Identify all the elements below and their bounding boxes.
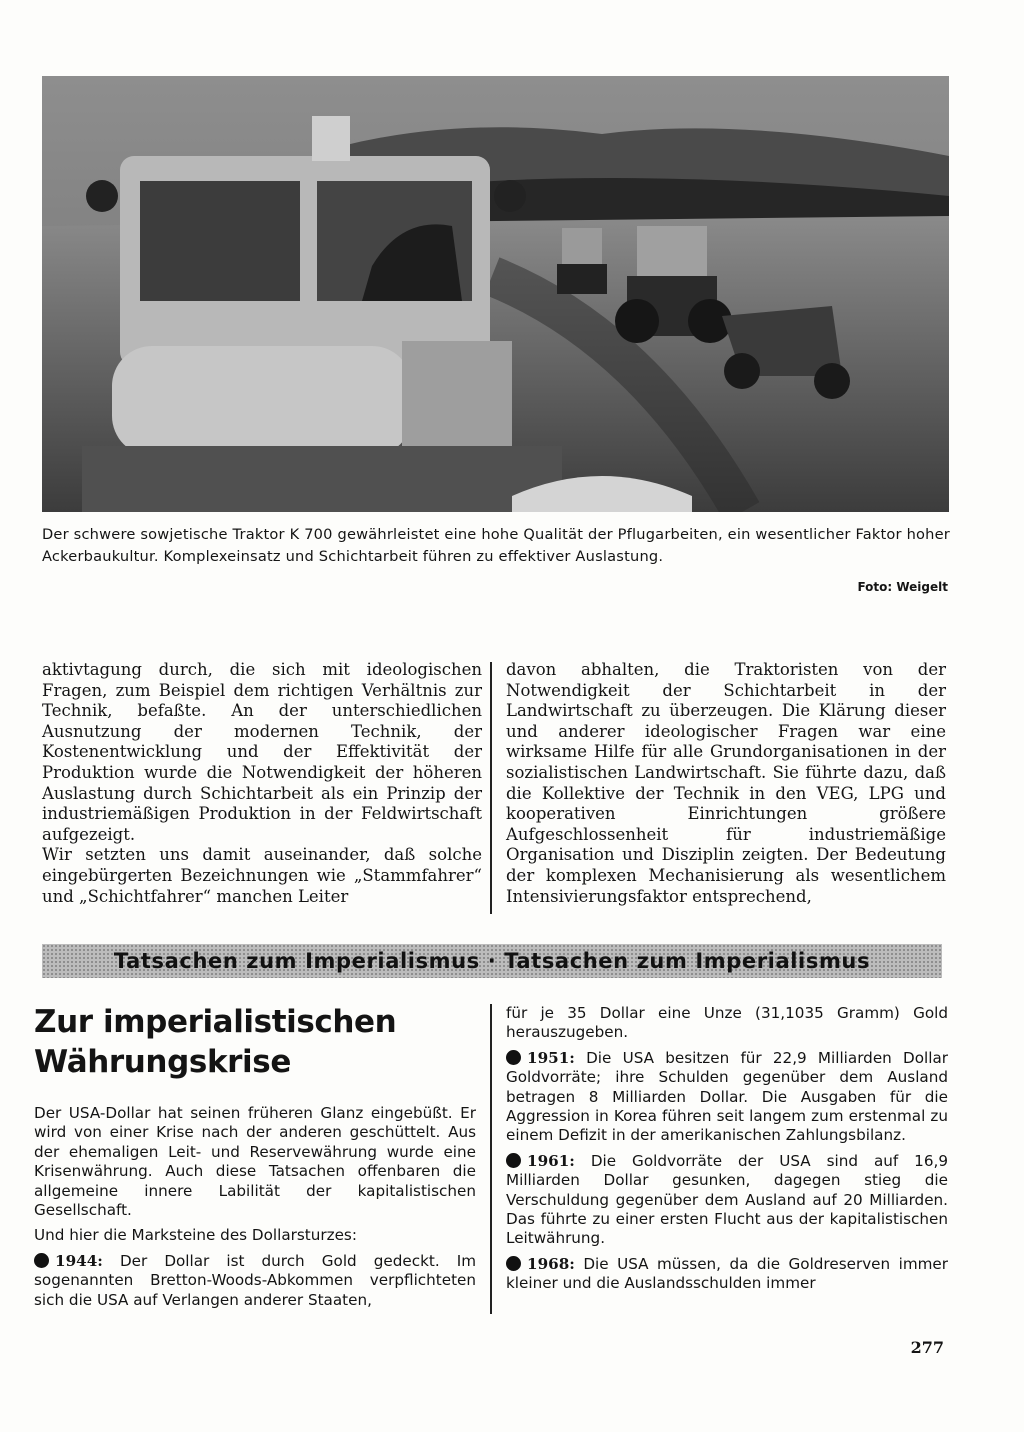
paragraph: davon abhalten, die Traktoristen von der Notwendigkeit der Schichtarbeit in der Landwirtschaft zu überzeugen. Die Klärung dieser und anderer ideologischer Fragen war eine wirksame Hilfe für alle Grundorganisationen in der sozialistischen Landwirtschaft. Sie führte dazu, daß die Kollektive der Technik in den VEG, LPG und kooperativen Einrichtungen größere Aufgeschlossenheit für industriemäßige Organisation und Disziplin zeigten. Der Bedeutung der komplexen Mechanisierung als wesentlichem Intensivierungsfaktor entsprechend, <box>506 660 946 906</box>
tractor-photo <box>42 76 949 512</box>
photo-credit: Foto: Weigelt <box>857 580 948 594</box>
tractor-photo-icon <box>42 76 949 512</box>
column-divider <box>490 662 492 914</box>
caption-text: Der schwere sowjetische Traktor K 700 gewährleistet eine hohe Qualität der Pflugarbeiten, ein wesentlicher Faktor hoher Ackerbaukultur. Komplexeinsatz und Schichtarbeit führen zu effektiver Auslastung. <box>42 526 950 565</box>
list-item <box>34 1252 476 1310</box>
bullet-icon <box>506 1256 521 1271</box>
article-column-left <box>34 1104 476 1316</box>
text-column-left <box>42 660 482 907</box>
article-intro: Der USA-Dollar hat seinen früheren Glanz eingebüßt. Er wird von einer Krise nach der anderen geschüttelt. Aus der ehemaligen Leit- und Reservewährung wurde eine Krisenwährung. Auch diese Tatsachen offenbaren die allgemeine innere Labilität der kapitalistischen Gesellschaft. <box>34 1104 476 1220</box>
article-headline: Zur imperialistischen Währungskrise <box>34 1004 397 1080</box>
item-text: Die USA besitzen für 22,9 Milliarden Dollar Goldvorräte; ihre Schulden gegenüber dem Ausland betragen 8 Milliarden Dollar. Die Ausgaben für die Aggression in Korea führen seit langem zum erstenmal zu einem Defizit in der amerikanischen Zahlungsbilanz. <box>506 1048 948 1145</box>
article-column-right <box>506 1004 948 1300</box>
page-number: 277 <box>910 1338 944 1357</box>
list-item <box>506 1255 948 1294</box>
item-year: 1961: <box>527 1151 575 1170</box>
bullet-icon <box>34 1253 49 1268</box>
article-lead: Und hier die Marksteine des Dollarsturzes: <box>34 1226 357 1245</box>
section-banner <box>42 944 942 978</box>
text-column-right <box>506 660 946 907</box>
item-text: für je 35 Dollar eine Unze (31,1035 Gramm) Gold herauszugeben. <box>506 1004 948 1042</box>
item-text: Der Dollar ist durch Gold gedeckt. Im sogenannten Bretton-Woods-Abkommen verpflichteten sich die USA auf Verlangen anderer Staaten, <box>34 1251 476 1309</box>
paragraph: aktivtagung durch, die sich mit ideologischen Fragen, zum Beispiel dem richtigen Verhältnis zur Technik, befaßte. An der unterschiedlichen Ausnutzung der modernen Technik, der Kostenentwicklung und der Effektivität der Produktion wurde die Notwendigkeit der höheren Auslastung durch Schichtarbeit als ein Prinzip der industriemäßigen Produktion in der Feldwirtschaft aufgezeigt. <box>42 660 482 844</box>
paragraph: Wir setzten uns damit auseinander, daß solche eingebürgerten Bezeichnungen wie „Stammfahrer“ und „Schichtfahrer“ manchen Leiter <box>42 845 482 906</box>
item-text: Die Goldvorräte der USA sind auf 16,9 Milliarden Dollar gesunken, dagegen stieg die Verschuldung gegenüber dem Ausland auf 20 Milliarden. Das führte zu einer ersten Flucht aus der kapitalistischen Leitwährung. <box>506 1151 948 1248</box>
bullet-icon <box>506 1050 521 1065</box>
item-year: 1968: <box>527 1254 575 1273</box>
banner-text: Tatsachen zum Imperialismus · Tatsachen zum Imperialismus <box>113 949 871 973</box>
bullet-icon <box>506 1153 521 1168</box>
list-item <box>506 1049 948 1146</box>
item-year: 1951: <box>527 1048 575 1067</box>
column-divider <box>490 1004 492 1314</box>
item-year: 1944: <box>55 1251 103 1270</box>
photo-caption <box>42 524 950 568</box>
item-text: Die USA müssen, da die Goldreserven immer kleiner und die Auslandsschulden immer <box>506 1254 948 1293</box>
list-item <box>506 1004 948 1043</box>
list-item <box>506 1152 948 1249</box>
